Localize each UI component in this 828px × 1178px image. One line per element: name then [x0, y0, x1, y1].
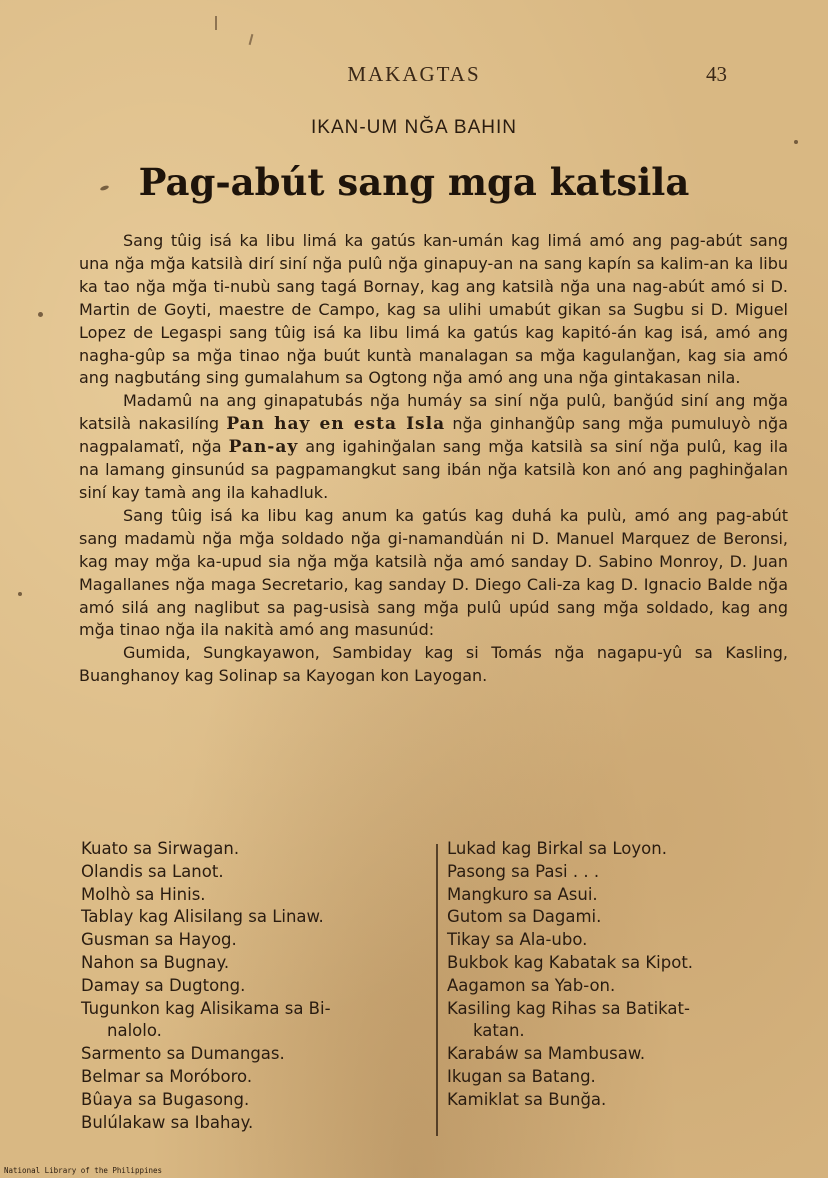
- list-item: Ikugan sa Batang.: [447, 1066, 596, 1086]
- list-item: Bûaya sa Bugasong.: [81, 1089, 250, 1109]
- ink-speck: [38, 312, 43, 317]
- ink-speck: [794, 140, 798, 144]
- list-item: Nahon sa Bugnay.: [81, 952, 230, 972]
- list-item: Tablay kag Alisilang sa Linaw.: [81, 907, 324, 927]
- list-item: Kuato sa Sirwagan.: [81, 839, 240, 858]
- list-item: Olandis sa Lanot.: [81, 861, 224, 881]
- list-item: Tikay sa Ala-ubo.: [447, 930, 588, 950]
- ink-speck: [18, 592, 22, 596]
- list-item: Tugunkon kag Alisikama sa Bi-: [81, 998, 331, 1018]
- list-item: Aagamon sa Yab-on.: [447, 975, 616, 995]
- body-text: [79, 230, 788, 688]
- list-item-continuation: nalolo.: [107, 1021, 162, 1041]
- names-list-left-column: [81, 838, 426, 1134]
- paragraph-3: Sang tûig isá ka libu kag anum ka gatús kag duhá ka pulù, amó ang pag-abút sang madamù nğa mğa soldado nğa gi-namandùán ni D. Manuel Marquez de Beronsi, kag may mğa ka-upud sia nğa mğa katsilà nğa amó sanday D. Sabino Monroy, D. Juan Magallanes nğa maga Secretario, kag sanday D. Diego Cali-za kag D. Ignacio Balde nğa amó silá ang naglibut sa pag-usisà sang mğa pulû upúd sang mğa soldado, kag ang mğa tinao nğa ila nakità amó ang masunúd:: [79, 505, 788, 640]
- emphasis-pan-ay: Pan-ay: [228, 437, 299, 458]
- paragraph-2-text-c: ang igahinğalan sang mğa katsilà sa siní nğa pulû, kag ila na lamang ginsunúd sa pagpamangkut sang ibán nğa katsilà kon anó ang paghinğalan siní kay tamà ang ila kahadluk.: [79, 437, 789, 502]
- paper-scratch: [215, 16, 217, 30]
- list-item: Bukbok kag Kabatak sa Kipot.: [447, 952, 694, 972]
- list-item: Lukad kag Birkal sa Loyon.: [447, 839, 667, 858]
- page-number: 43: [706, 62, 727, 86]
- list-item: Bulúlakaw sa Ibahay.: [81, 1112, 254, 1132]
- running-title: MAKAGTAS: [347, 62, 481, 86]
- paragraph-2-text-b: nğa ginhanğûp sang mğa pumuluyò nğa nagpalamatî, nğa: [79, 414, 788, 457]
- list-item: Molhò sa Hinis.: [81, 884, 206, 904]
- names-list: [81, 838, 801, 1138]
- list-item: Damay sa Dugtong.: [81, 975, 246, 995]
- paragraph-2-text-a: Madamû na ang ginapatubás nğa humáy sa siní nğa pulû, banğúd siní ang mğa katsilà nakasilíng: [79, 391, 788, 434]
- column-divider: [436, 844, 438, 1136]
- list-item: Gusman sa Hayog.: [81, 930, 237, 950]
- list-item: Gutom sa Dagami.: [447, 907, 602, 927]
- library-credit: National Library of the Philippines: [4, 1166, 163, 1175]
- list-item: Pasong sa Pasi . . .: [447, 861, 600, 881]
- emphasis-pan-hay: Pan hay en esta Isla: [226, 414, 446, 435]
- paragraph-1: Sang tûig isá ka libu limá ka gatús kan-umán kag limá amó ang pag-abút sang una nğa mğa katsilà dirí siní nğa pulû nğa ginapuy-an na sang kapín sa kalim-an ka libu ka tao nğa mğa ti-nubù sang tagá Bornay, kag ang katsilà nğa una nag-abút amó si D. Martin de Goyti, maestre de Campo, kag sa ulihi umabút gikan sa Sugbu si D. Miguel Lopez de Legaspi sang tûig isá ka libu limá ka gatús kag kapitó-án kag isá, amó ang nagha-gûp sa mğa tinao nğa buút kuntà manalagan sa mğa kagulanğan, kag sia amó ang nagbutáng sing gumalahum sa Ogtong nğa amó ang una nğa gintakasan nila.: [79, 231, 788, 388]
- paragraph-4: Gumida, Sungkayawon, Sambiday kag si Tomás nğa nagapu-yû sa Kasling, Buanghanoy kag Solinap sa Kayogan kon Layogan.: [79, 643, 788, 686]
- list-item: Mangkuro sa Asui.: [447, 884, 598, 904]
- list-item: Kamiklat sa Bunğa.: [447, 1089, 607, 1109]
- list-item-continuation: katan.: [473, 1021, 525, 1041]
- chapter-title: Pag-abút sang mga katsila: [138, 160, 690, 204]
- paragraph-2: [79, 390, 788, 505]
- list-item: Belmar sa Moróboro.: [81, 1066, 253, 1086]
- paper-scratch: [249, 34, 254, 45]
- names-list-right-column: [447, 838, 801, 1112]
- list-item: Sarmento sa Dumangas.: [81, 1044, 285, 1064]
- list-item: Karabáw sa Mambusaw.: [447, 1044, 646, 1064]
- section-label: IKAN-UM NĞA BAHIN: [311, 117, 517, 138]
- list-item: Kasiling kag Rihas sa Batikat-: [447, 998, 690, 1018]
